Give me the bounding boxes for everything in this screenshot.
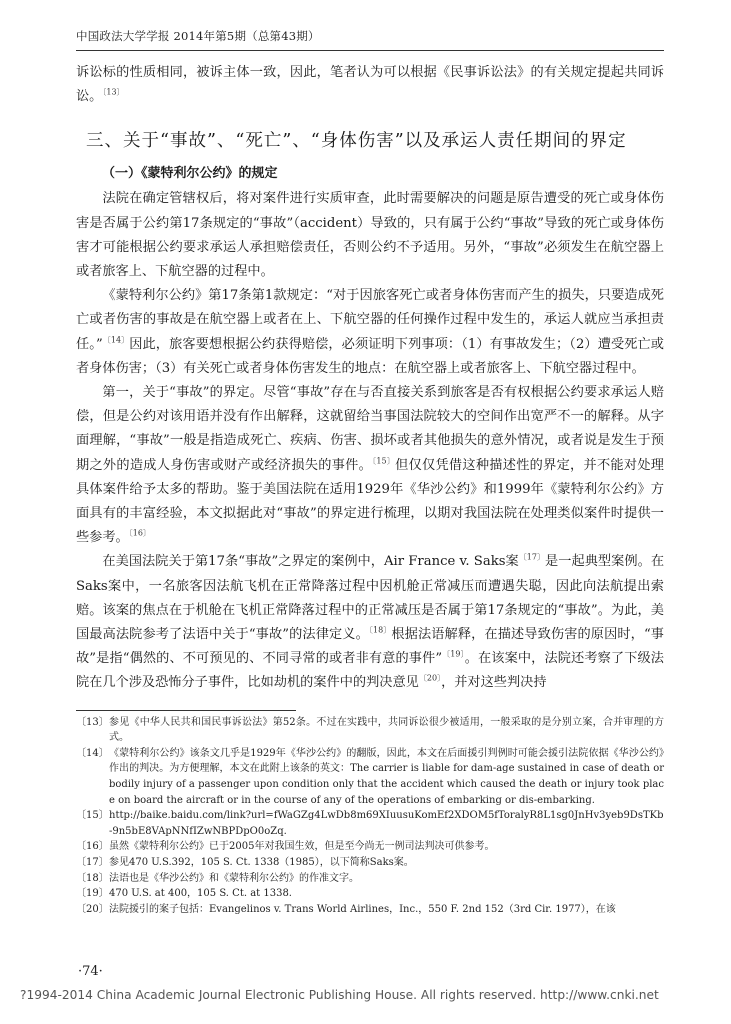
footnote-number: 〔13〕 bbox=[76, 716, 109, 728]
footnote-ref-18[interactable]: 〔18〕 bbox=[368, 625, 392, 635]
footnote-link[interactable]: http://baike.baidu.com/link?url=fWaGZg4LwDb8m69XIuusuKomEf2XDOM5fToralyR8L1sg0JnHv3yeb9DsTKb-9n5bE8VApNNfIZwNBPDpO0oZq. bbox=[109, 810, 664, 837]
section-title: 三、关于“事故”、“死亡”、“身体伤害”以及承运人责任期间的界定 bbox=[86, 131, 627, 152]
footnote-ref-19[interactable]: 〔19〕 bbox=[442, 649, 465, 659]
footnote-ref-14[interactable]: 〔14〕 bbox=[102, 335, 130, 345]
footnote-text: 参见《中华人民共和国民事诉讼法》第52条。不过在实践中，共同诉讼很少被适用，一般采取的是分别立案，合并审理的方式。 bbox=[109, 716, 664, 744]
paragraph-3 bbox=[76, 381, 664, 550]
subsection-title: （一）《蒙特利尔公约》的规定 bbox=[102, 166, 278, 182]
footnote bbox=[76, 855, 664, 871]
footnote-text: 470 U.S. at 400，105 S. Ct. at 1338. bbox=[109, 888, 292, 900]
footnote-ref-15[interactable]: 〔15〕 bbox=[372, 456, 396, 466]
footnote-number: 〔16〕 bbox=[76, 841, 109, 853]
footnote-divider bbox=[76, 710, 296, 711]
footnote-number: 〔14〕 bbox=[76, 747, 109, 759]
footnote-number: 〔18〕 bbox=[76, 872, 109, 884]
paragraph-text: 。在该案中，法院还考察了下级法院在几个涉及恐怖分子事件，比如劫机的案件中的判决意见 bbox=[76, 651, 664, 691]
footnote-ref-16[interactable]: 〔16〕 bbox=[128, 528, 151, 538]
paragraph-text: 第一，关于“事故”的界定。尽管“事故”存在与否直接关系到旅客是否有权根据公约要求承运人赔偿，但是公约对该用语并没有作出解释，这就留给当事国法院较大的空间作出宽严不一的解释。从字面理解，“事故”一般是指造成死亡、疾病、伤害、损坏或者其他损失的意外情况，或者说是发生于预期之外的造成人身伤害或财产或经济损失的事件。 bbox=[76, 385, 664, 473]
footnote-text: 参见470 U.S.392，105 S. Ct. 1338（1985），以下简称Saks案。 bbox=[109, 857, 414, 869]
continued-paragraph bbox=[76, 61, 664, 109]
footnote bbox=[76, 871, 664, 887]
paragraph-text: 是一起典型案例。在Saks案中，一名旅客因法航飞机在正常降落过程中因机舱正常减压而遭遇失聪，因此向法航提出索赔。该案的焦点在于机舱在飞机正常降落过程中的正常减压是否属于第17条规定的“事故”。为此，美国最高法院参考了法语中关于“事故”的法律定义。 bbox=[76, 554, 665, 643]
paragraph-text: 《蒙特利尔公约》第17条第1款规定：“对于因旅客死亡或者身体伤害而产生的损失，只要造成死亡或者伤害的事故是在航空器上或者在上、下航空器的任何操作过程中发生的，承运人就应当承担责任。” bbox=[76, 288, 664, 352]
footnote-text: 法院援引的案子包括：Evangelinos v. Trans World Airlines，Inc.，550 F. 2nd 152（3rd Cir. 1977），在该 bbox=[109, 903, 616, 915]
footnote-number: 〔20〕 bbox=[76, 903, 109, 915]
paragraph-text: 诉讼标的性质相同，被诉主体一致，因此，笔者认为可以根据《民事诉讼法》的有关规定提起共同诉讼。 bbox=[76, 65, 664, 105]
paragraph-text: ，并对这些判决持 bbox=[441, 675, 547, 691]
paragraph-2 bbox=[76, 284, 664, 381]
page-number: ·74· bbox=[78, 964, 103, 979]
footnote bbox=[76, 886, 664, 902]
footnote-text: 法语也是《华沙公约》和《蒙特利尔公约》的作准文字。 bbox=[109, 872, 359, 884]
paragraph-4 bbox=[76, 550, 664, 695]
footnote-ref-13[interactable]: 〔13〕 bbox=[102, 87, 125, 97]
footnote-number: 〔17〕 bbox=[76, 857, 109, 869]
footnote bbox=[76, 808, 664, 839]
footnote-text: 《蒙特利尔公约》该条文几乎是1929年《华沙公约》的翻版，因此，本文在后面援引判例时可能会援引法院依据《华沙公约》作出的判决。为方便理解，本文在此附上该条的英文：The carrier is liable for dam-age sustained in case of death or bodily injury of a passenger upon condition only that the accident which caused the death or injury took place on board the aircraft or in the course of any of the operations of embarking or dis-embarking. bbox=[109, 747, 664, 806]
running-head: 中国政法大学学报 2014年第5期（总第43期） bbox=[76, 28, 664, 51]
footnote-ref-17[interactable]: 〔17〕 bbox=[518, 553, 546, 563]
footnote bbox=[76, 839, 664, 855]
footnote bbox=[76, 715, 664, 746]
footnote bbox=[76, 902, 664, 918]
paragraph-text: 因此，旅客要想根据公约获得赔偿，必须证明下列事项：（1）有事故发生；（2）遭受死亡或者身体伤害；（3）有关死亡或者身体伤害发生的地点：在航空器上或者旅客上、下航空器过程中。 bbox=[76, 336, 664, 376]
journal-page bbox=[76, 28, 664, 988]
footnote-ref-20[interactable]: 〔20〕 bbox=[418, 674, 442, 684]
paragraph-text: 在美国法院关于第17条“事故”之界定的案例中，Air France v. Saks案 bbox=[102, 554, 519, 570]
footnote-number: 〔15〕 bbox=[76, 810, 109, 822]
footnotes bbox=[76, 715, 664, 918]
footnote-text: 虽然《蒙特利尔公约》已于2005年对我国生效，但是至今尚无一例司法判决可供参考。 bbox=[109, 841, 495, 853]
footnote bbox=[76, 746, 664, 808]
footnote-number: 〔19〕 bbox=[76, 888, 109, 900]
paragraph-text: 根据法语解释，在描述导致伤害的原因时，“事故”是指“偶然的、不可预见的、不同寻常的或者非有意的事件” bbox=[76, 627, 664, 667]
copyright-notice: ?1994-2014 China Academic Journal Electronic Publishing House. All rights reserved. http://www.cnki.net bbox=[20, 988, 659, 1002]
paragraph-text: 但仅仅凭借这种描述性的界定，并不能对处理具体案件给予太多的帮助。鉴于美国法院在适用1929年《华沙公约》和1999年《蒙特利尔公约》方面具有的丰富经验，本文拟据此对“事故”的界定进行梳理，以期对我国法院在处理类似案件时提供一些参考。 bbox=[76, 457, 664, 546]
paragraph-1: 法院在确定管辖权后，将对案件进行实质审查，此时需要解决的问题是原告遭受的死亡或身体伤害是否属于公约第17条规定的“事故”（accident）导致的，只有属于公约“事故”导致的死亡或身体伤害才可能根据公约要求承运人承担赔偿责任，否则公约不予适用。另外，“事故”必须发生在航空器上或者旅客上、下航空器的过程中。 bbox=[76, 191, 664, 280]
